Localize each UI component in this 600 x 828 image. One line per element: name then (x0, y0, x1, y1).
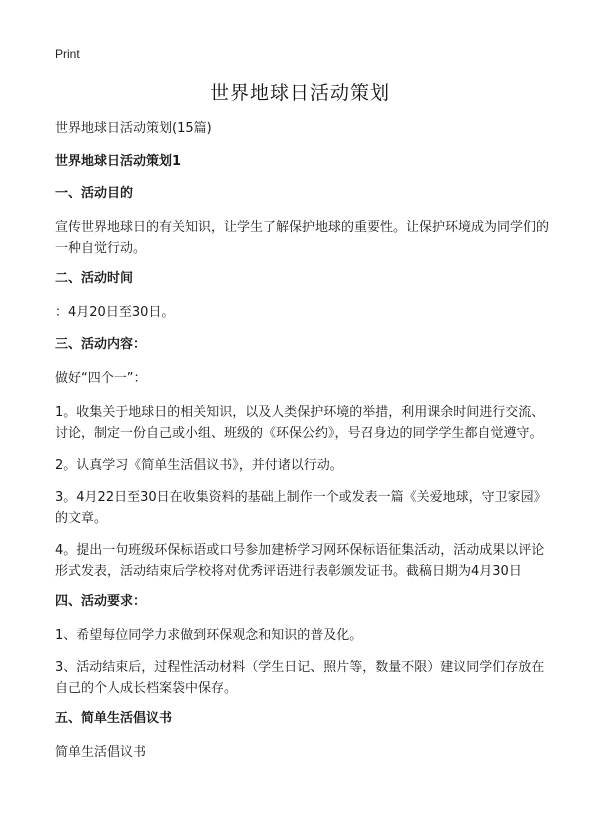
section-title: 世界地球日活动策划1 (55, 154, 182, 169)
heading-content: 三、活动内容： (55, 337, 147, 352)
paragraph: 简单生活倡议书 (55, 745, 147, 760)
heading-requirements: 四、活动要求： (55, 594, 147, 609)
document-title: 世界地球日活动策划 (209, 82, 390, 104)
document-body (55, 120, 555, 774)
paragraph: 1。收集关于地球日的相关知识，以及人类保护环境的举措，利用课余时间进行交流、讨论，制定一份自己或小组、班级的《环保公约》，号召身边的同学学生都自觉遵守。 (55, 405, 545, 441)
paragraph: 做好“四个一”： (55, 371, 147, 386)
heading-proposal: 五、简单生活倡议书 (55, 711, 173, 726)
paragraph: 4。提出一句班级环保标语或口号参加建桥学习网环保标语征集活动，活动成果以评论形式发表，活动结束后学校将对优秀评语进行表彰颁发证书。截稿日期为4月30日 (55, 543, 545, 579)
document-subtitle: 世界地球日活动策划(15篇) (55, 121, 212, 136)
paragraph: 1、希望每位同学力求做到环保观念和知识的普及化。 (55, 628, 363, 643)
heading-purpose: 一、活动目的 (55, 186, 134, 201)
paragraph: ：4月20日至30日。 (55, 305, 175, 320)
heading-time: 二、活动时间 (55, 271, 134, 286)
print-link[interactable]: Print (55, 47, 80, 61)
paragraph: 2。认真学习《简单生活倡议书》，并付诸以行动。 (55, 458, 343, 473)
paragraph: 3。4月22日至30日在收集资料的基础上制作一个或发表一篇《关爱地球，守卫家园》的文章。 (55, 490, 547, 526)
paragraph: 宣传世界地球日的有关知识，让学生了解保护地球的重要性。让保护环境成为同学们的一种自觉行动。 (55, 220, 550, 256)
paragraph: 3、活动结束后，过程性活动材料（学生日记、照片等，数量不限）建议同学们存放在自己的个人成长档案袋中保存。 (55, 660, 545, 696)
